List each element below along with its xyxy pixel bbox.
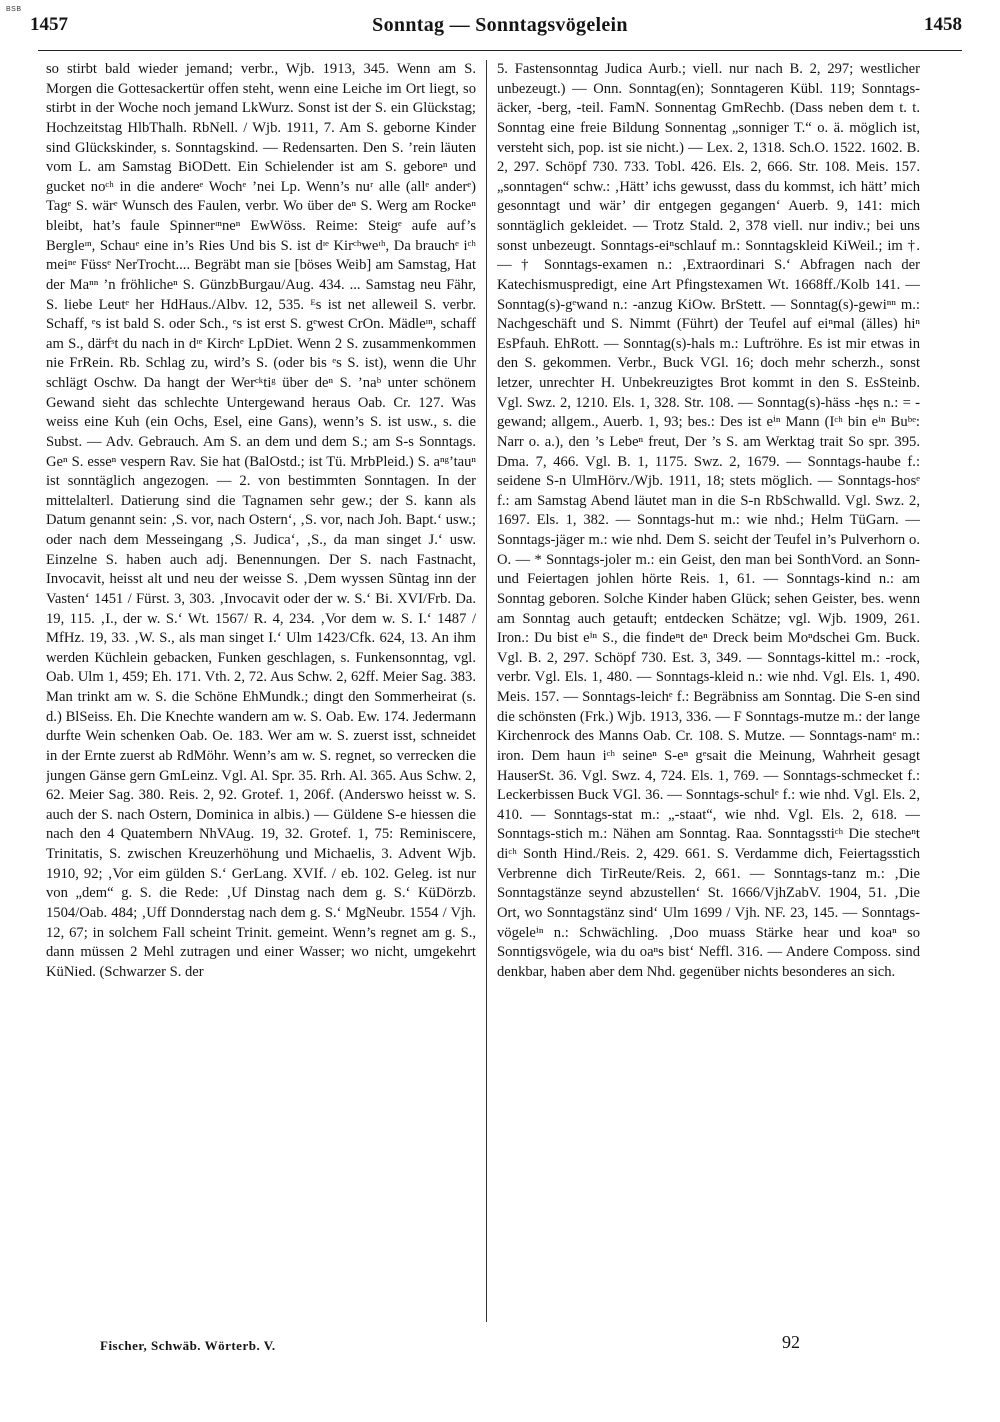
right-page-number: 1458 <box>924 14 962 35</box>
column-divider <box>486 60 487 1322</box>
footer-sheet-number: 92 <box>782 1332 800 1352</box>
page-title: Sonntag — Sonntagsvögelein <box>372 14 628 36</box>
header-rule <box>38 50 962 51</box>
footer-source: Fischer, Schwäb. Wörterb. V. <box>100 1338 276 1353</box>
left-column <box>46 60 476 1322</box>
left-page-number: 1457 <box>30 14 68 35</box>
left-column-text: so stirbt bald wieder jemand; verbr., Wjb. 1913, 345. Wenn am S. Morgen die Gottesackertür offen steht, wenn eine Leiche im Ort liegt, so stirbt in der Woche noch jemand LkWurz. Sonst ist der S. ein Glückstag; Hochzeitstag HlbThalh. RbNell. / Wjb. 1911, 7. Am S. geborne Kinder sind Glückskinder, s. Sonntagskind. — Redensarten. Den S. ’rein läuten vom L. am Samstag BiODett. Ein Schielender ist am S. geboreⁿ und gucket noᶜʰ in die andereᵉ Wochᵉ ’nei Lp. Wenn’s nuʳ alle (allᵉ anderᵉ) Tagᵉ S. wärᵉ Wunsch des Faulen, verbr. Wo über deⁿ S. Werg am Rockeⁿ bleibt, hat’s faule Spinnerᶦⁿneⁿ EwWöss. Reime: Steigᵉ aufe auf’s Bergleᶦⁿ, Schauᵉ eine in’s Ries Und bis S. ist dᶦᵉ Kirᶜʰweᶦʰ, Da brauchᵉ iᶜʰ meiⁿᵉ Füssᵉ NerTrocht.... Begräbt man sie [böses Weib] am Samstag, Hat der Maⁿⁿ ’n fröhlicheⁿ S. GünzbBurgau/Aug. 434. ... Samstag neu Fähr, S. liebe Leutᵉ her HdHaus./Albv. 12, 535. ᴱs ist net alleweil S. verbr. Schaff, ᵉs ist bald S. oder Sch., ᵉs ist erst S. gᵉwest CrOn. Mädleᶦⁿ, schaff am S., därfˢt du nach in dᶦᵉ Kirchᵉ LpDiet. Wenn 2 S. zusammenkommen nie FrRein. Rb. Schlag zu, wird’s S. (oder bis ᵉs S. ist), wenn die Uhr schlägt Oschw. Da hangt der Werᶜᵏtiᵍ über deⁿ S. ’naᵇ unter schönem Gewand sieht das schlechte Untergewand heraus Oab. Cr. 127. Was weiss eine Kuh (ein Ochs, Esel, eine Gans), wenn’s S. ist usw., s. die Subst. — Adv. Gebrauch. Am S. an dem und dem S.; am S-s Sonntags. Geⁿ S. esseⁿ vespern Rav. Sie hat (BalOstd.; ist Tü. MrbPleid.) S. aⁿᵍ’tauⁿ ist sonntäglich angezogen. — 2. von bestimmten Sonntagen. In der mittelalterl. Datierung sind die Tagnamen sehr gew.; der S. kann als Datum genannt sein: ‚S. vor, nach Ostern‘, ‚S. vor, nach Joh. Bapt.‘ usw.; oder nach dem Messeingang ‚S. Judica‘, ‚S., da man singet J.‘ usw. Einzelne S. haben auch adj. Benennungen. Der S. nach Fastnacht, Invocavit, heisst alt und neu der weisse S. ‚Dem wyssen Sũntag inn der Vasten‘ 1451 / Fürst. 3, 303. ‚Invocavit oder der w. S.‘ Bi. XVI/Frb. Da. 19, 115. ‚I., der w. S.‘ Wt. 1567/ R. 4, 234. ‚Vor dem w. S. I.‘ 1487 / MfHz. 19, 33. ‚W. S., als man singet I.‘ Ulm 1423/Cfk. 624, 13. An ihm werden Küchlein gebacken, Funken geschlagen, s. Funkensonntag, vgl. Oab. Ulm 1, 459; Eh. 171. Vth. 2, 72. Aus Schw. 2, 62ff. Meier Sag. 383. Man trinkt am w. S. die Schöne EhMundk.; dingt den Sommerheirat (s. d.) BlSeiss. Eh. Die Knechte wandern am w. S. Oab. Ew. 174. Jedermann durfte Wein schenken Oab. Oe. 183. Wer am w. S. zuerst isst, schneidet in der Ernte zuerst ab RdMöhr. Wenn’s am w. S. regnet, so verrecken die jungen Gänse gern GmLeinz. Vgl. Al. Spr. 35. Rrh. Al. 365. Aus Schw. 2, 62. Meier Sag. 380. Reis. 2, 92. Grotef. 1, 206f. (Anderswo heisst w. S. auch der S. nach Ostern, Dominica in albis.) — Güldene S-e hiessen die nach den 4 Quatembern NhVAug. 19, 32. Grotef. 1, 75: Reminiscere, Trinitatis, S. zwischen Kreuzerhöhung und Michaelis, 3. Advent Wjb. 1910, 92; ‚Vor eim gülden S.‘ GerLang. XVIf. / eb. 102. Geleg. ist nur von „dem“ g. S. die Rede: ‚Uf Dinstag nach dem g. S.‘ KüDörzb. 1504/Oab. 484; ‚Uff Donnderstag nach dem g. S.‘ MgNeubr. 1554 / Vjh. 12, 67; in solchem Fall scheint Trinit. gemeint. Wenn’s regnet am g. S., dann müssen 2 Mehl zutragen und einer Wasser; wo nicht, umgekehrt KüNied. (Schwarzer S. der <box>46 61 476 980</box>
right-column-text: 5. Fastensonntag Judica Aurb.; viell. nur nach B. 2, 297; westlicher unbezeugt.) — Onn. Sonntag(en); Sonntageren Kübl. 119; Sonntags-äcker, -berg, -teil. FamN. Sonnentag GmRechb. (Dass neben dem t. t. Sonntag eine freie Bildung Sonnentag „sonniger T.“ o. ä. möglich ist, versteht sich, pop. ist sie nicht.) — Lex. 2, 1318. Sch.O. 1522. 1602. B. 2, 297. Schöpf 730. 733. Tobl. 426. Els. 2, 666. Str. 108. Meis. 157. „sonntagen“ schw.: ‚Hätt’ ichs gewusst, dass du kommst, ich hätt’ mich gesonntagt und wär’ dir entgegen gegangen‘ Auerb. 9, 141: mich sonntäglich gekleidet. — Trotz Stald. 2, 378 viell. nur indiv.; bei uns sonst unbezeugt. Sonntags-eiⁿschlauf m.: Sonntagskleid KiWeil.; im †. — † Sonntags-examen n.: ‚Extraordinari S.‘ Abfragen nach der Katechismuspredigt, eine Art Pfingstexamen Wt. 1668ff./Kolb 141. — Sonntag(s)-gᵉwand n.: -anzug KiOw. BrStett. — Sonntag(s)-gewiⁿⁿ m.: Nachgeschäft und S. Nimmt (Führt) der Teufel auf eiⁿmal (älles) hiⁿ EsPfauh. EhRott. — Sonntag(s)-hals m.: Luftröhre. Es ist mir etwas in den S. gekommen. Verbr., Buck VGl. 16; doch mehr scherzh., sonst letzer, unrechter H. Unbekreuzigtes Brot kommt in den S. EsSteinb. Vgl. Swz. 2, 1210. Els. 1, 328. Str. 108. — Sonntag(s)-häss -hęs n.: = -gewand; allgem., Auerb. 1, 93; bes.: Des ist eⁱⁿ Mann (Iᶜʰ bin eⁱⁿ Buᵇᵉ: Narr o. a.), den ’s Lebeⁿ freut, Der ’s S. am Werktag trait So spr. 395. Dma. 7, 466. Vgl. B. 1, 1175. Swz. 2, 1679. — Sonntags-haube f.: seidene S-n UlmHörv./Wjb. 1911, 18; stets möglich. — Sonntags-hosᵉ f.: am Samstag Abend läutet man in die S-n RbSchwalld. Vgl. Swz. 2, 1697. Els. 1, 382. — Sonntags-hut m.: wie nhd.; Helm TüGarn. — Sonntags-jäger m.: wie nhd. Dem S. seicht der Teufel in’s Pulverhorn o. O. — * Sonntags-joler m.: ein Geist, den man bei SonthVord. an Sonn- und Feiertagen johlen hörte Reis. 1, 61. — Sonntags-kind n.: am Sonntag geboren. Solche Kinder haben Glück; sehen Geister, bes. wenn am Sonntag auch getauft; entdecken Schätze; vgl. Wjb. 1909, 261. Iron.: Du bist eⁱⁿ S., die findeⁿt deⁿ Dreck beim Moⁿdschei Gm. Buck. Vgl. B. 2, 297. Schöpf 730. Est. 3, 349. — Sonntags-kittel m.: -rock, verbr. Vgl. Els. 1, 480. — Sonntags-kleid n.: wie nhd. Vgl. Els. 1, 490. Meis. 157. — Sonntags-leichᵉ f.: Begräbniss am Sonntag. Die S-en sind die schönsten (Frk.) Wjb. 1913, 336. — F Sonntags-mutze m.: der lange Kirchenrock des Manns Oab. Cr. 108. S. Mutze. — Sonntags-namᵉ m.: iron. Dem haun iᶜʰ seineⁿ S-eⁿ gᵉsait die Meinung, Wahrheit gesagt HauserSt. 36. Vgl. Swz. 4, 724. Els. 1, 769. — Sonntags-schmecket f.: Leckerbissen Buck VGl. 36. — Sonntags-schulᵉ f.: wie nhd. Vgl. Els. 2, 410. — Sonntags-stat m.: „-staat“, wie nhd. Vgl. Els. 2, 618. — Sonntags-stich m.: Nähen am Sonntag. Raa. Sonntagsstiᶜʰ Die stecheⁿt diᶜʰ Sonth Hind./Reis. 2, 429. 661. S. Verdamme dich, Feiertagsstich Verbrenne dich TirReute/Reis. 2, 661. — Sonntags-tanz m.: ‚Die Sonntagstänze seynd abzustellen‘ St. 1666/VjhZabV. 1904, 51. ‚Die Ort, wo Sonntagstänz sind‘ Ulm 1699 / Vjh. NF. 23, 145. — Sonntags-vögeleⁱⁿ n.: Schwächling. ‚Doo muass Stärke hear und koaⁿ so Sonntigsvögele, wia du oaⁿs bist‘ Neffl. 316. — Andere Composs. sind denkbar, haben aber dem Nhd. gegenüber nichts besonderes an sich. <box>497 61 920 980</box>
right-column <box>497 60 920 1322</box>
library-stamp: BSB <box>6 6 22 13</box>
